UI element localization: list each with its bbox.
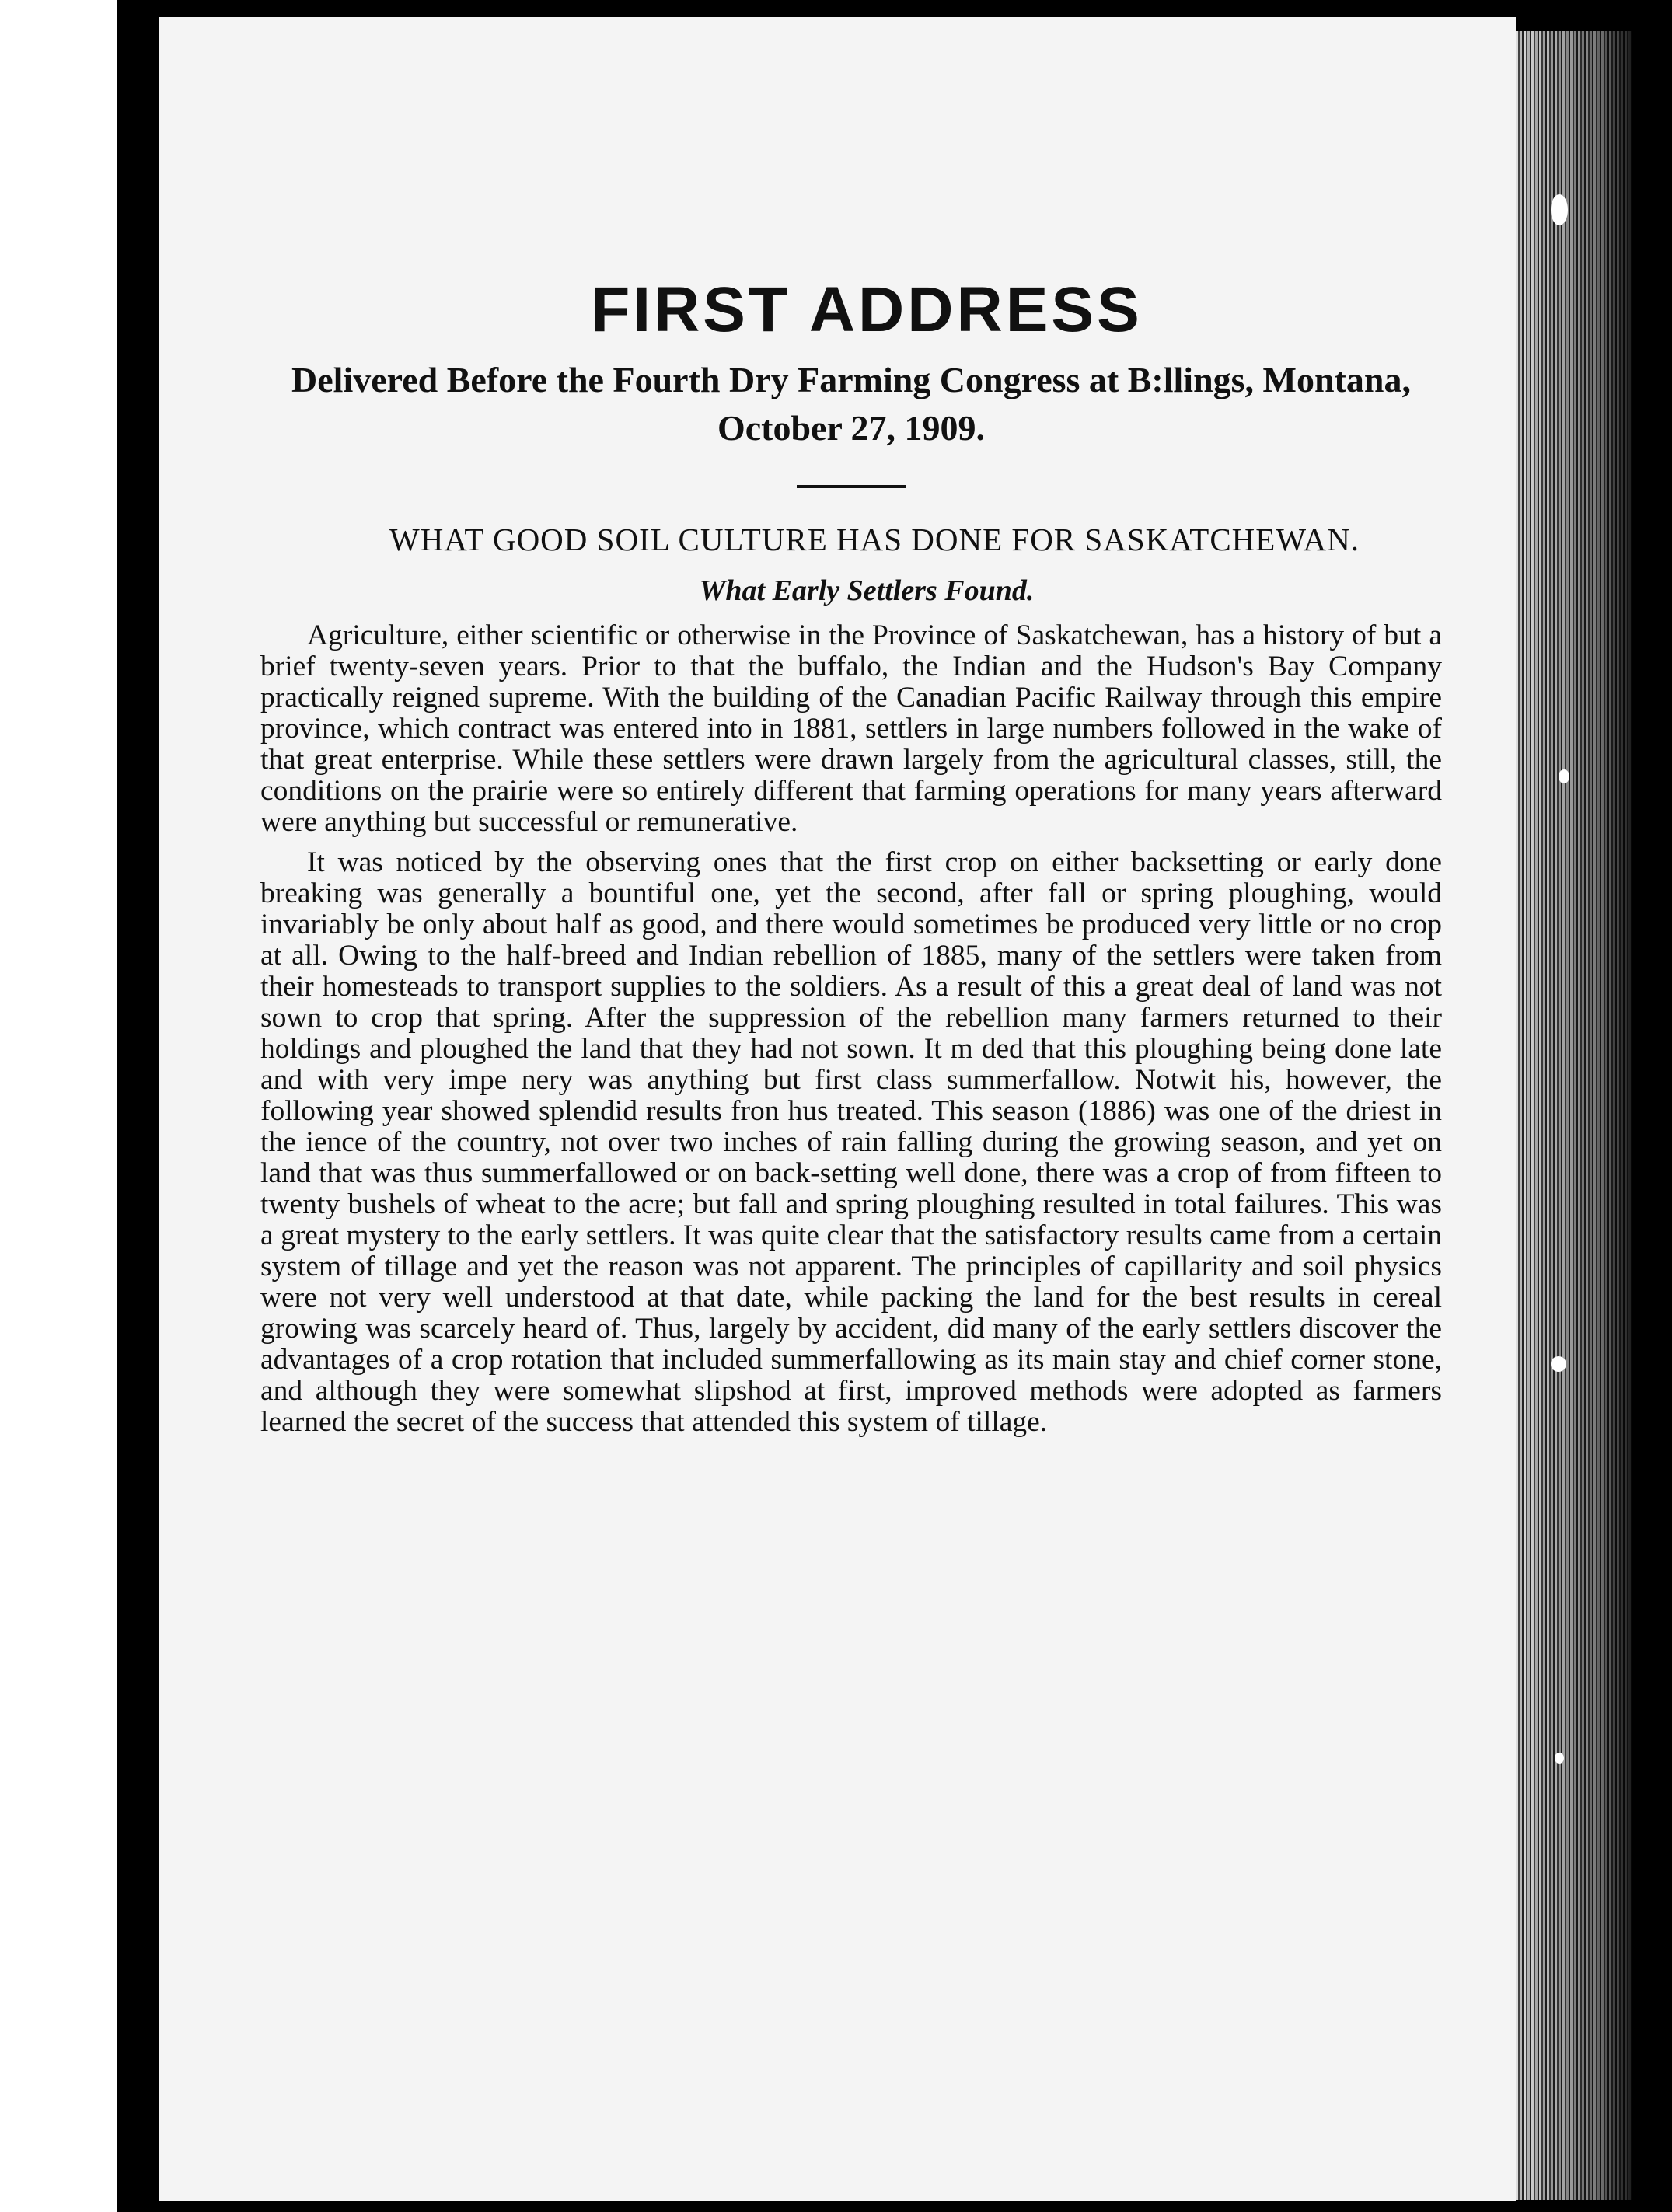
page-title: FIRST ADDRESS xyxy=(591,274,1143,345)
book-page xyxy=(159,17,1516,2201)
scan-speck xyxy=(1559,769,1569,783)
address-subtitle: Delivered Before the Fourth Dry Farming Congress at B:llings, Montana, October 27, 1909. xyxy=(291,360,1411,448)
section-heading: WHAT GOOD SOIL CULTURE HAS DONE FOR SASKATCHEWAN. xyxy=(389,522,1360,557)
gutter-shadow xyxy=(117,0,163,2212)
page-content xyxy=(260,242,1442,1447)
page-stack-shading xyxy=(1516,31,1632,2200)
previous-page-edge xyxy=(0,0,117,2212)
paragraph-1: Agriculture, either scientific or otherwise in the Province of Saskatchewan, has a history of but a brief twenty-seven years. Prior to that the buffalo, the Indian and the Hudson's Bay Company practically reigned supreme. With the building of the Canadian Pacific Railway through this empire province, which contract was entered into in 1881, settlers in large numbers followed in the wake of that great enterprise. While these settlers were drawn largely from the agricultural classes, still, the conditions on the prairie were so entirely different that farming operations for many years afterward were anything but successful or remunerative. xyxy=(260,619,1442,838)
scan-speck xyxy=(1551,1356,1566,1372)
paragraph-2: It was noticed by the observing ones that the first crop on either backsetting or early done breaking was generally a bountiful one, yet the second, after fall or spring ploughing, would invariably be only about half as good, and there would sometimes be produced very little or no crop at all. Owing to the half-breed and Indian rebellion of 1885, many of the settlers were taken from their homesteads to transport supplies to the soldiers. As a result of this a great deal of land was not sown to crop that spring. After the suppression of the rebellion many farmers returned to their holdings and ploughed the land that they had not sown. It m ded that this ploughing being done late and with very impe nery was anything but first class summerfallow. Notwit his, however, the following year showed splendid results fron hus treated. This season (1886) was one of the driest in the ience of the country, not over two inches of rain falling during the growing season, and yet on land that was thus summerfallowed or on back-setting well done, there was a crop of from fifteen to twenty bushels of wheat to the acre; but fall and spring ploughing resulted in total failures. This was a great mystery to the early settlers. It was quite clear that the satisfactory results came from a certain system of tillage and yet the reason was not apparent. The principles of capillarity and soil physics were not very well understood at that date, while packing the land for the best results in cereal growing was scarcely heard of. Thus, largely by accident, did many of the early settlers discover the advantages of a crop rotation that included summerfallowing as its main stay and chief corner stone, and although they were somewhat slipshod at first, improved methods were adopted as farmers learned the secret of the success that attended this system of tillage. xyxy=(260,846,1442,1438)
scan-speck xyxy=(1551,194,1568,225)
title-divider xyxy=(797,485,906,488)
section-subheading: What Early Settlers Found. xyxy=(699,574,1035,607)
scan-speck xyxy=(1555,1753,1564,1764)
